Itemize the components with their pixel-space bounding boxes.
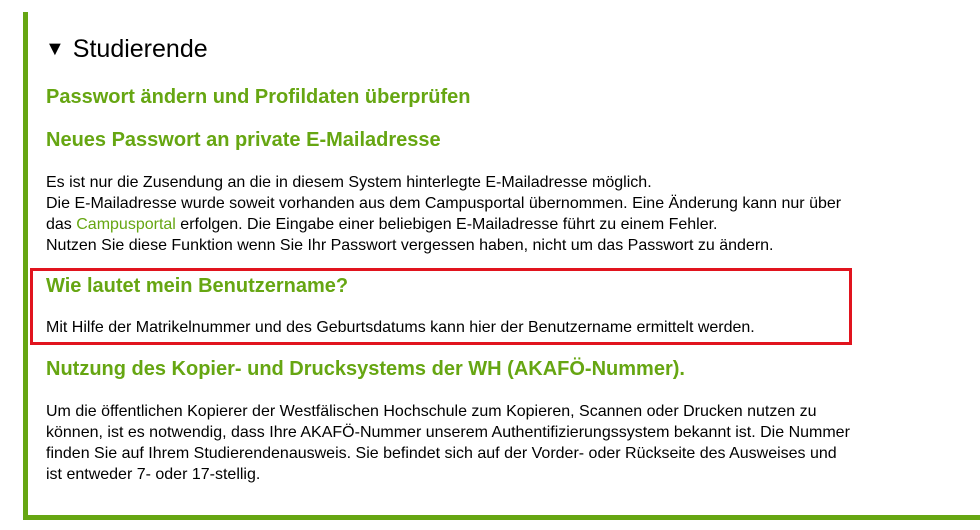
new-password-description <box>46 172 956 256</box>
username-link[interactable]: Wie lautet mein Benutzername? <box>46 275 349 297</box>
new-password-desc-line <box>46 214 956 235</box>
new-password-link[interactable]: Neues Passwort an private E-Mailadresse <box>46 129 441 151</box>
section-title-label: Studierende <box>72 35 208 63</box>
new-password-desc-line: Es ist nur die Zusendung an die in diesem System hinterlegte E-Mailadresse möglich. <box>46 174 652 191</box>
section-toggle-studierende[interactable] <box>45 33 208 65</box>
username-description <box>46 317 956 338</box>
akafoe-desc-line: ist entweder 7- oder 17-stellig. <box>46 466 261 483</box>
change-password-link[interactable]: Passwort ändern und Profildaten überprüfen <box>46 86 471 108</box>
akafoe-desc-line: können, ist es notwendig, dass Ihre AKAFÖ-Nummer unserem Authentifizierungssystem bekannt ist. Die Nummer <box>46 424 850 441</box>
username-desc-line: Mit Hilfe der Matrikelnummer und des Geburtsdatums kann hier der Benutzername ermittelt werden. <box>46 319 755 336</box>
akafoe-desc-line: finden Sie auf Ihrem Studierendenausweis. Sie befindet sich auf der Vorder- oder Rückseite des Ausweises und <box>46 445 837 462</box>
text-fragment: das <box>46 216 77 233</box>
new-password-desc-line: Nutzen Sie diese Funktion wenn Sie Ihr Passwort vergessen haben, nicht um das Passwort zu ändern. <box>46 237 774 254</box>
akafoe-description <box>46 401 956 485</box>
new-password-desc-line: Die E-Mailadresse wurde soweit vorhanden aus dem Campusportal übernommen. Eine Änderung kann nur über <box>46 195 842 212</box>
text-fragment: erfolgen. Die Eingabe einer beliebigen E-Mailadresse führt zu einem Fehler. <box>175 216 718 233</box>
akafoe-desc-line: Um die öffentlichen Kopierer der Westfälischen Hochschule zum Kopieren, Scannen oder Drucken nutzen zu <box>46 403 817 420</box>
campusportal-link[interactable]: Campusportal <box>76 216 176 233</box>
triangle-down-icon: ▼ <box>45 38 65 60</box>
akafoe-link[interactable]: Nutzung des Kopier- und Drucksystems der WH (AKAFÖ-Nummer). <box>46 358 685 380</box>
